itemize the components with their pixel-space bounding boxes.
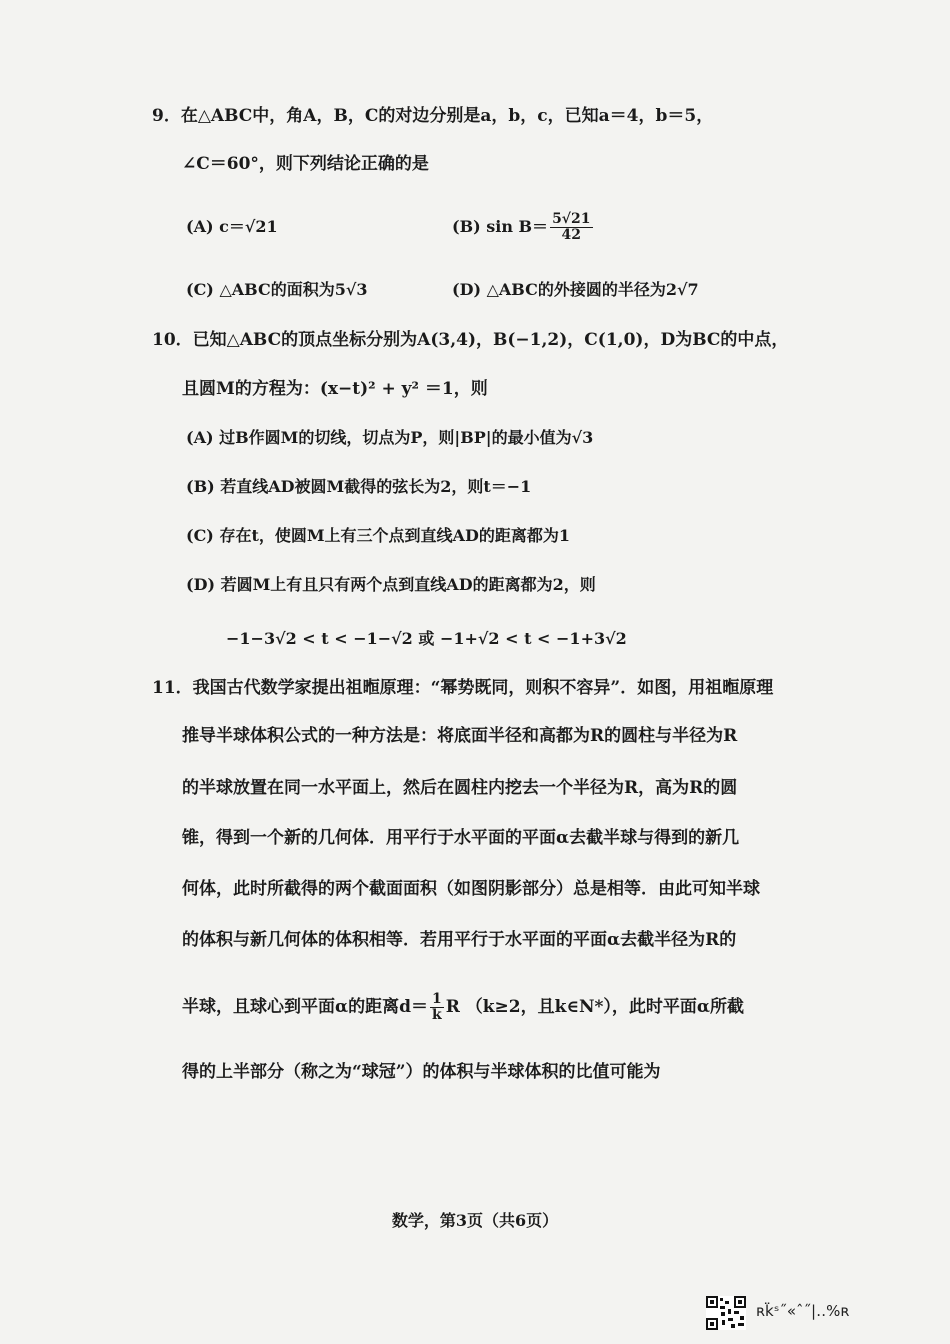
q9-option-b-prefix: (B) sin B＝ bbox=[452, 217, 549, 236]
fraction-denominator: k bbox=[431, 1007, 442, 1023]
q9-option-d: (D) △ABC的外接圆的半径为2√7 bbox=[452, 280, 699, 299]
q11-line7 bbox=[182, 992, 744, 1023]
q10-option-a: (A) 过B作圆M的切线，切点为P，则|BP|的最小值为√3 bbox=[186, 428, 594, 447]
corner-garbled-text: ʀk̈ˢ˝«ˆ˝|‥%ʀ bbox=[756, 1302, 850, 1320]
q11-line2: 推导半球体积公式的一种方法是：将底面半径和高都为R的圆柱与半径为R bbox=[182, 726, 738, 746]
q11-line6: 的体积与新几何体的体积相等．若用平行于水平面的平面α去截半径为R的 bbox=[182, 930, 737, 950]
fraction-denominator: 42 bbox=[561, 227, 582, 243]
q10-line1: 10．已知△ABC的顶点坐标分别为A(3,4)，B(−1,2)，C(1,0)，D为BC的中点， bbox=[152, 330, 789, 350]
q11-line5: 何体，此时所截得的两个截面面积（如图阴影部分）总是相等．由此可知半球 bbox=[182, 879, 760, 899]
qr-code-icon bbox=[706, 1296, 746, 1330]
q11-line7-suffix: R （k≥2，且k∈N*），此时平面α所截 bbox=[445, 997, 744, 1017]
q9-option-b bbox=[452, 212, 595, 243]
q10-option-c: (C) 存在t，使圆M上有三个点到直线AD的距离都为1 bbox=[186, 526, 570, 545]
q11-line3: 的半球放置在同一水平面上，然后在圆柱内挖去一个半径为R，高为R的圆 bbox=[182, 778, 738, 798]
q11-line8: 得的上半部分（称之为“球冠”）的体积与半球体积的比值可能为 bbox=[182, 1062, 661, 1082]
q11-fraction bbox=[430, 992, 444, 1023]
page-footer: 数学，第3页（共6页） bbox=[391, 1211, 559, 1230]
q10-option-d-range: −1−3√2 < t < −1−√2 或 −1+√2 < t < −1+3√2 bbox=[226, 629, 627, 648]
q9-option-c: (C) △ABC的面积为5√3 bbox=[186, 280, 368, 299]
q9-option-a: (A) c＝√21 bbox=[186, 217, 278, 236]
q9-option-b-fraction bbox=[550, 212, 592, 243]
q11-line4: 锥，得到一个新的几何体．用平行于水平面的平面α去截半球与得到的新几 bbox=[182, 828, 740, 848]
q10-line2: 且圆M的方程为：(x−t)² + y² ＝1，则 bbox=[182, 379, 488, 399]
q9-line1: 9．在△ABC中，角A，B，C的对边分别是a，b，c，已知a＝4，b＝5， bbox=[152, 106, 714, 126]
q9-line2: ∠C＝60°，则下列结论正确的是 bbox=[182, 154, 429, 174]
fraction-numerator: 1 bbox=[431, 991, 442, 1007]
q11-line7-prefix: 半球，且球心到平面α的距离d＝ bbox=[182, 997, 428, 1017]
q11-line1: 11．我国古代数学家提出祖暅原理：“幂势既同，则积不容异”．如图，用祖暅原理 bbox=[152, 678, 774, 698]
q10-option-d: (D) 若圆M上有且只有两个点到直线AD的距离都为2，则 bbox=[186, 575, 596, 594]
q10-option-b: (B) 若直线AD被圆M截得的弦长为2，则t＝−1 bbox=[186, 477, 532, 496]
fraction-numerator: 5√21 bbox=[552, 211, 591, 227]
